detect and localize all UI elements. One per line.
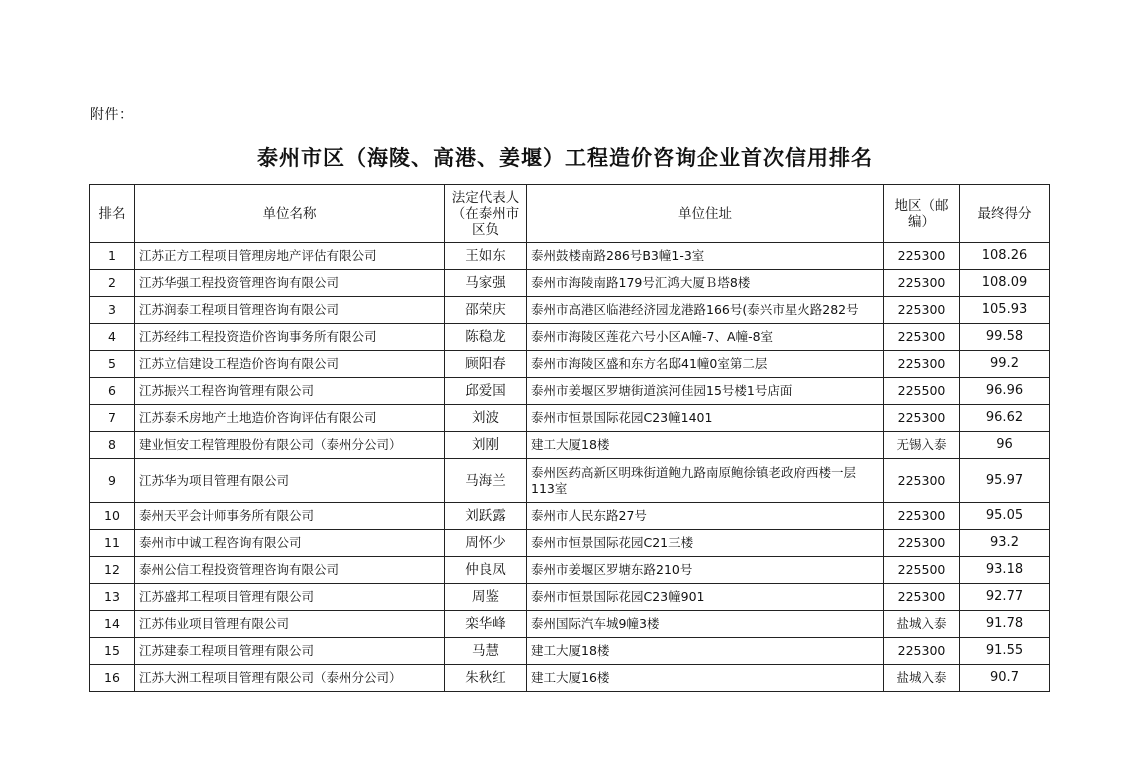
legal-rep-cell: 仲良凤 [445,557,527,584]
table-row [90,324,1050,351]
address-cell: 泰州市恒景国际花园C21三楼 [527,530,884,557]
company-name-cell: 江苏盛邦工程项目管理有限公司 [135,584,445,611]
company-name-cell: 江苏正方工程项目管理房地产评估有限公司 [135,243,445,270]
company-name-cell: 泰州天平会计师事务所有限公司 [135,503,445,530]
legal-rep-cell: 王如东 [445,243,527,270]
legal-rep-cell: 顾阳春 [445,351,527,378]
table-row [90,243,1050,270]
company-name-cell: 江苏润泰工程项目管理咨询有限公司 [135,297,445,324]
legal-rep-cell: 刘刚 [445,432,527,459]
region-cell: 225500 [884,378,960,405]
address-cell: 建工大厦18楼 [527,638,884,665]
company-name-cell: 泰州公信工程投资管理咨询有限公司 [135,557,445,584]
rank-cell: 3 [90,297,135,324]
header-rank: 排名 [90,185,135,243]
table-row [90,584,1050,611]
company-name-cell: 江苏华为项目管理有限公司 [135,459,445,503]
legal-rep-cell: 马海兰 [445,459,527,503]
address-cell: 泰州市海陵南路179号汇鸿大厦Ｂ塔8楼 [527,270,884,297]
table-row [90,270,1050,297]
score-cell: 99.2 [960,351,1050,378]
table-row [90,611,1050,638]
score-cell: 108.09 [960,270,1050,297]
address-cell: 泰州市海陵区盛和东方名邸41幢0室第二层 [527,351,884,378]
region-cell: 225300 [884,459,960,503]
rank-cell: 10 [90,503,135,530]
legal-rep-cell: 朱秋红 [445,665,527,692]
document-title: 泰州市区（海陵、高港、姜堰）工程造价咨询企业首次信用排名 [257,146,873,170]
region-cell: 225300 [884,503,960,530]
score-cell: 90.7 [960,665,1050,692]
table-row [90,459,1050,503]
score-cell: 93.2 [960,530,1050,557]
region-cell: 225300 [884,324,960,351]
header-score: 最终得分 [960,185,1050,243]
region-cell: 盐城入泰 [884,665,960,692]
score-cell: 105.93 [960,297,1050,324]
legal-rep-cell: 陈稳龙 [445,324,527,351]
company-name-cell: 江苏华强工程投资管理咨询有限公司 [135,270,445,297]
region-cell: 225300 [884,638,960,665]
region-cell: 225500 [884,557,960,584]
legal-rep-cell: 马慧 [445,638,527,665]
legal-rep-cell: 栾华峰 [445,611,527,638]
company-name-cell: 泰州市中诚工程咨询有限公司 [135,530,445,557]
region-cell: 225300 [884,530,960,557]
table-row [90,557,1050,584]
address-cell: 建工大厦18楼 [527,432,884,459]
table-row [90,378,1050,405]
address-cell: 泰州鼓楼南路286号B3幢1-3室 [527,243,884,270]
rank-cell: 16 [90,665,135,692]
score-cell: 95.97 [960,459,1050,503]
rank-cell: 7 [90,405,135,432]
rank-cell: 11 [90,530,135,557]
company-name-cell: 江苏伟业项目管理有限公司 [135,611,445,638]
score-cell: 96.62 [960,405,1050,432]
score-cell: 108.26 [960,243,1050,270]
company-name-cell: 江苏经纬工程投资造价咨询事务所有限公司 [135,324,445,351]
region-cell: 225300 [884,584,960,611]
score-cell: 99.58 [960,324,1050,351]
rank-cell: 5 [90,351,135,378]
rank-cell: 14 [90,611,135,638]
legal-rep-cell: 周怀少 [445,530,527,557]
region-cell: 无锡入泰 [884,432,960,459]
company-name-cell: 江苏大洲工程项目管理有限公司（泰州分公司） [135,665,445,692]
score-cell: 95.05 [960,503,1050,530]
region-cell: 225300 [884,297,960,324]
header-legal-rep: 法定代表人（在泰州市区负 [445,185,527,243]
score-cell: 96.96 [960,378,1050,405]
address-cell: 泰州市高港区临港经济园龙港路166号(泰兴市星火路282号 [527,297,884,324]
address-cell: 泰州市恒景国际花园C23幢901 [527,584,884,611]
header-company: 单位名称 [135,185,445,243]
region-cell: 225300 [884,405,960,432]
score-cell: 96 [960,432,1050,459]
rank-cell: 12 [90,557,135,584]
rank-cell: 1 [90,243,135,270]
rank-cell: 15 [90,638,135,665]
ranking-table [89,184,1050,692]
table-row [90,297,1050,324]
address-cell: 泰州市人民东路27号 [527,503,884,530]
table-row [90,638,1050,665]
attachment-label: 附件： [90,107,134,123]
table-row [90,432,1050,459]
company-name-cell: 江苏振兴工程咨询管理有限公司 [135,378,445,405]
company-name-cell: 江苏建泰工程项目管理有限公司 [135,638,445,665]
table-row [90,530,1050,557]
region-cell: 盐城入泰 [884,611,960,638]
legal-rep-cell: 马家强 [445,270,527,297]
rank-cell: 2 [90,270,135,297]
company-name-cell: 江苏泰禾房地产土地造价咨询评估有限公司 [135,405,445,432]
table-row [90,503,1050,530]
region-cell: 225300 [884,270,960,297]
region-cell: 225300 [884,351,960,378]
rank-cell: 6 [90,378,135,405]
legal-rep-cell: 刘波 [445,405,527,432]
address-cell: 泰州市海陵区莲花六号小区A幢-7、A幢-8室 [527,324,884,351]
region-cell: 225300 [884,243,960,270]
legal-rep-cell: 刘跃露 [445,503,527,530]
address-cell: 泰州国际汽车城9幢3楼 [527,611,884,638]
header-region: 地区（邮编） [884,185,960,243]
score-cell: 91.78 [960,611,1050,638]
rank-cell: 4 [90,324,135,351]
header-address: 单位住址 [527,185,884,243]
legal-rep-cell: 邱爱国 [445,378,527,405]
score-cell: 93.18 [960,557,1050,584]
score-cell: 92.77 [960,584,1050,611]
table-body [90,243,1050,692]
rank-cell: 8 [90,432,135,459]
table-row [90,405,1050,432]
company-name-cell: 江苏立信建设工程造价咨询有限公司 [135,351,445,378]
legal-rep-cell: 周鉴 [445,584,527,611]
table-row [90,665,1050,692]
address-cell: 泰州市姜堰区罗塘东路210号 [527,557,884,584]
rank-cell: 13 [90,584,135,611]
address-cell: 建工大厦16楼 [527,665,884,692]
legal-rep-cell: 邵荣庆 [445,297,527,324]
company-name-cell: 建业恒安工程管理股份有限公司（泰州分公司） [135,432,445,459]
rank-cell: 9 [90,459,135,503]
address-cell: 泰州医药高新区明珠街道鲍九路南原鲍徐镇老政府西楼一层113室 [527,459,884,503]
score-cell: 91.55 [960,638,1050,665]
address-cell: 泰州市姜堰区罗塘街道滨河佳园15号楼1号店面 [527,378,884,405]
table-row [90,351,1050,378]
address-cell: 泰州市恒景国际花园C23幢1401 [527,405,884,432]
table-header-row [90,185,1050,243]
